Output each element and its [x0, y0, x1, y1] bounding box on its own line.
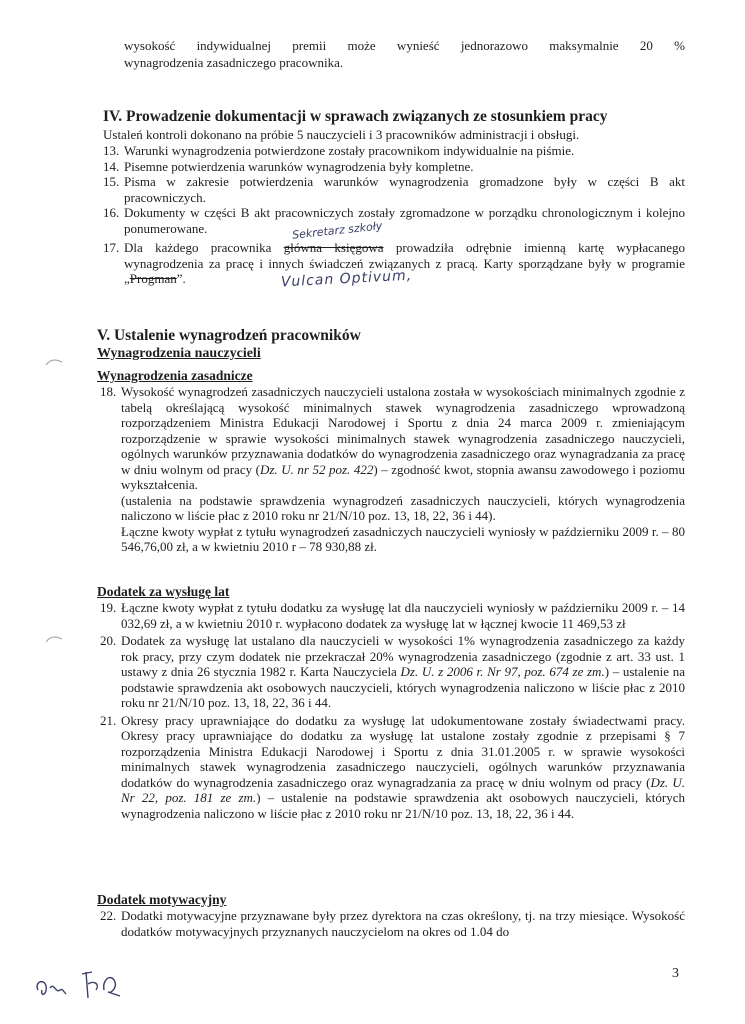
intro-line-2: wynagrodzenia zasadniczego pracownika.: [124, 55, 344, 70]
margin-mark-icon-2: [44, 634, 64, 644]
list-item: 13. Warunki wynagrodzenia potwierdzone zostały pracownikom indywidualnie na piśmie.: [103, 143, 575, 158]
handwritten-correction: Sekretarz szkoły: [291, 219, 383, 242]
intro-line-1: wysokość indywidualnej premii może wynieść jednorazowo maksymalnie 20 %: [124, 38, 685, 53]
list-item: 16. Dokumenty w części B akt pracowniczych zostały zgromadzone w porządku chronologicznym i kolejno ponumerowane.: [103, 205, 685, 236]
note: (ustalenia na podstawie sprawdzenia wynagrodzeń zasadniczych nauczycieli, których wynagrodzenia naliczono w liście płac z 2010 roku nr 21/N/10 poz. 13, 18, 22, 36 i 44).: [121, 492, 685, 523]
struck-text: główna księgowa: [283, 240, 384, 255]
list-item-20: 20. Dodatek za wysługę lat ustalano dla nauczycieli w wysokości 1% wynagrodzenia zasadniczego za każdy rok pracy, przy czym dodatek nie przekraczał 20% wynagrodzenia zasadniczego (zgodnie z art. 33 ust. 1 ustawy z dnia 26 stycznia 1982 r. Karta Nauczyciela Dz. U. z 2006 r. Nr 97, poz. 674 ze zm.) – ustalenie na podstawie sprawdzenia akt osobowych nauczycieli, których wynagrodzenia naliczono w liście płac z 2010 roku nr 21/N/10 poz. 13, 18, 22, 36 i 44.: [100, 633, 685, 710]
list-item-22: 22. Dodatki motywacyjne przyznawane były przez dyrektora na czas określony, tj. na trzy miesiące. Wysokość dodatków motywacyjnych przyznanych nauczycielom na okres od 1.04 do: [100, 908, 685, 939]
list-item-21: 21. Okresy pracy uprawniające do dodatku za wysługę lat udokumentowane zostały świadectwami pracy. Okresy pracy uprawniające do dodatku za wysługę lat ustalone zostały zgodnie z przepisami § 7 rozporządzenia Ministra Edukacji Narodowej i Sportu z dnia 31.01.2005 r. w sprawie wysokości minimalnych stawek wynagrodzenia zasadniczego nauczycieli, ogólnych warunków przyznawania dodatków do wynagrodzenia zasadniczego oraz wynagradzania za pracę w dniu wolnym od pracy (Dz. U. Nr 22, poz. 181 ze zm.) – ustalenie na podstawie sprawdzenia akt osobowych nauczycieli, których wynagrodzenia naliczono w liście płac z 2010 roku nr 21/N/10 poz. 13, 18, 22, 36 i 44.: [100, 712, 685, 821]
list-item: 15. Pisma w zakresie potwierdzenia warunków wynagrodzenia gromadzone były w części B akt pracowniczych.: [103, 174, 685, 205]
list-item-18: 18. Wysokość wynagrodzeń zasadniczych nauczycieli ustalona została w wysokościach minimalnych zgodnie z tabelą określającą wysokość minimalnych stawek wynagrodzenia zasadniczego wprowadzoną rozporządzeniem Ministra Edukacji Narodowej i Sportu z dnia 24 marca 2009 r. zmieniającym rozporządzenie w sprawie wysokości minimalnych stawek wynagrodzenia zasadniczego nauczycieli, ogólnych warunków przyznawania dodatków do wynagrodzenia zasadniczego oraz wynagradzania za pracę w dniu wolnym od pracy (Dz. U. nr 52 poz. 422) – zgodność kwot, stopnia awansu zawodowego i poziomu wykształcenia. (ustalenia na podstawie sprawdzenia wynagrodzeń zasadniczych nauczycieli, których wynagrodzenia naliczono w liście płac z 2010 roku nr 21/N/10 poz. 13, 18, 22, 36 i 44). Łączne kwoty wypłat z tytułu wynagrodzeń zasadniczych nauczycieli wyniosły w październiku 2009 r. – 80 546,76,00 zł, a w kwietniu 2010 r – 78 930,88 zł.: [100, 384, 685, 554]
struck-text-2: Progman: [129, 271, 177, 286]
page-number: 3: [672, 966, 679, 981]
section-v-list-2: [100, 600, 685, 821]
section-v-list-1: [100, 384, 685, 555]
list-item: 14. Pisemne potwierdzenia warunków wynagrodzenia były kompletne.: [103, 158, 474, 174]
handwritten-program-name: Vulcan Optivum,: [280, 267, 413, 291]
list-item-19: 19. Łączne kwoty wypłat z tytułu dodatku za wysługę lat dla nauczycieli wyniosły w październiku 2009 r. – 14 032,69 zł, a w kwietniu 2010 r. wypłacono dodatek za wysługę lat w łącznej kwocie 11 469,53 zł: [100, 600, 685, 631]
list-item-17: 17. Dla każdego pracownika główna księgowa prowadziła odrębnie imienną kartę wypłacanego wynagrodzenia za pracę i innych świadczeń związanych z pracą. Karty sporządzane były w programie „Progman”.: [103, 240, 685, 286]
heading-wynagrodzenia-zasadnicze: Wynagrodzenia zasadnicze: [97, 368, 253, 383]
section-v-title: V. Ustalenie wynagrodzeń pracowników: [97, 327, 361, 344]
section-v-list-3: [100, 908, 685, 939]
total: Łączne kwoty wypłat z tytułu wynagrodzeń zasadniczych nauczycieli wyniosły w październiku 2009 r. – 80 546,76,00 zł, a w kwietniu 2010 r – 78 930,88 zł.: [121, 523, 685, 554]
section-iv-intro: Ustaleń kontroli dokonano na próbie 5 nauczycieli i 3 pracowników administracji i obsługi.: [103, 127, 580, 142]
margin-mark-icon: [44, 357, 64, 367]
section-iv-title: IV. Prowadzenie dokumentacji w sprawach związanych ze stosunkiem pracy: [103, 108, 608, 125]
section-v-subtitle: Wynagrodzenia nauczycieli: [97, 346, 261, 361]
heading-dodatek-motywacyjny: Dodatek motywacyjny: [97, 892, 227, 907]
section-iv-list: [103, 143, 685, 287]
signature-icon: [30, 960, 160, 1010]
heading-dodatek-za-wyslugę-lat: Dodatek za wysługę lat: [97, 584, 230, 599]
